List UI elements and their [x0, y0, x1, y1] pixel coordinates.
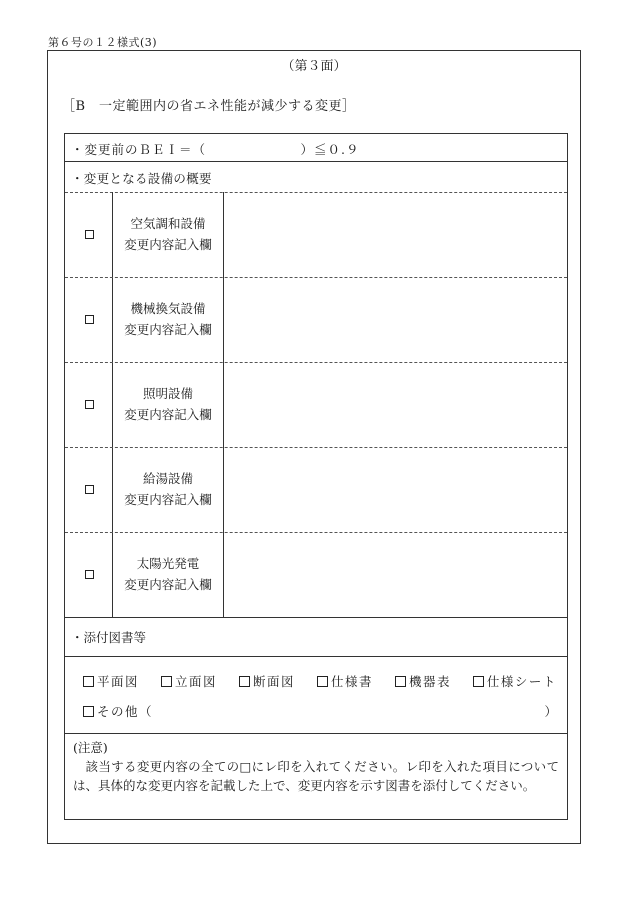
equipment-name: 機械換気設備: [130, 301, 206, 316]
checkbox-icon[interactable]: [473, 676, 484, 687]
equipment-label: [113, 553, 223, 595]
overview-row: [65, 162, 567, 192]
equipment-field-caption: 変更内容記入欄: [124, 407, 212, 422]
equipment-row-hot-water: [65, 447, 567, 532]
notes-section: [73, 738, 559, 795]
attachment-label: 仕様シート: [486, 674, 557, 689]
bei-label: ・変更前のＢＥＩ＝（ ）≦０.９: [71, 142, 360, 157]
attachment-label: 平面図: [97, 674, 140, 689]
other-close-paren: ）: [544, 704, 557, 719]
checkbox-icon[interactable]: [317, 676, 328, 687]
bei-row: [65, 134, 567, 161]
section-title: ［B 一定範囲内の省エネ性能が減少する変更］: [62, 99, 356, 114]
checkbox-icon[interactable]: [395, 676, 406, 687]
attachments-label: ・添付図書等: [71, 630, 147, 645]
checkbox-icon[interactable]: [83, 706, 94, 717]
equipment-section: [65, 192, 567, 617]
equipment-row-solar: [65, 532, 567, 617]
hot-water-checkbox[interactable]: [85, 485, 94, 494]
lighting-checkbox[interactable]: [85, 400, 94, 409]
checkbox-icon[interactable]: [239, 676, 250, 687]
equipment-row-air-conditioning: [65, 192, 567, 277]
attachment-specification[interactable]: [317, 672, 373, 690]
equipment-field-caption: 変更内容記入欄: [124, 492, 212, 507]
equipment-field-caption: 変更内容記入欄: [124, 577, 212, 592]
divider: [65, 733, 567, 734]
checkbox-icon[interactable]: [161, 676, 172, 687]
air-conditioning-change-field[interactable]: [224, 192, 567, 277]
ventilation-change-field[interactable]: [224, 277, 567, 362]
solar-checkbox[interactable]: [85, 570, 94, 579]
ventilation-checkbox[interactable]: [85, 315, 94, 324]
other-label: その他（: [97, 704, 154, 719]
notes-heading: (注意): [73, 740, 108, 755]
solar-change-field[interactable]: [224, 532, 567, 617]
attachment-section[interactable]: [239, 672, 295, 690]
attachment-other: [83, 702, 557, 720]
divider: [65, 617, 567, 618]
attachment-label: 機器表: [408, 674, 451, 689]
notes-body: 該当する変更内容の全ての□にレ印を入れてください。レ印を入れた項目については、具体的な変更内容を記載した上で、変更内容を示す図書を添付してください。: [73, 759, 559, 793]
equipment-label: [113, 468, 223, 510]
equipment-field-caption: 変更内容記入欄: [124, 322, 212, 337]
page-frame: [47, 50, 581, 844]
attachments-options: [83, 672, 557, 690]
form-table: [64, 133, 568, 820]
equipment-name: 太陽光発電: [136, 556, 200, 571]
equipment-label: [113, 383, 223, 425]
equipment-name: 照明設備: [142, 386, 193, 401]
equipment-row-ventilation: [65, 277, 567, 362]
attachments-section: [65, 656, 567, 733]
attachment-other-option[interactable]: [83, 702, 153, 720]
form-number: 第６号の１２様式(3): [48, 36, 158, 49]
attachment-floor-plan[interactable]: [83, 672, 139, 690]
attachment-label: 仕様書: [330, 674, 373, 689]
equipment-name: 空気調和設備: [130, 216, 206, 231]
attachment-label: 立面図: [174, 674, 217, 689]
attachment-elevation[interactable]: [161, 672, 217, 690]
equipment-label: [113, 298, 223, 340]
equipment-name: 給湯設備: [142, 471, 193, 486]
page-side-label: （第３面）: [281, 59, 347, 74]
attachment-equipment-list[interactable]: [395, 672, 451, 690]
checkbox-icon[interactable]: [83, 676, 94, 687]
air-conditioning-checkbox[interactable]: [85, 230, 94, 239]
attachment-label: 断面図: [252, 674, 295, 689]
attachment-spec-sheet[interactable]: [473, 672, 557, 690]
equipment-field-caption: 変更内容記入欄: [124, 237, 212, 252]
overview-label: ・変更となる設備の概要: [71, 171, 212, 186]
lighting-change-field[interactable]: [224, 362, 567, 447]
equipment-row-lighting: [65, 362, 567, 447]
hot-water-change-field[interactable]: [224, 447, 567, 532]
equipment-label: [113, 213, 223, 255]
